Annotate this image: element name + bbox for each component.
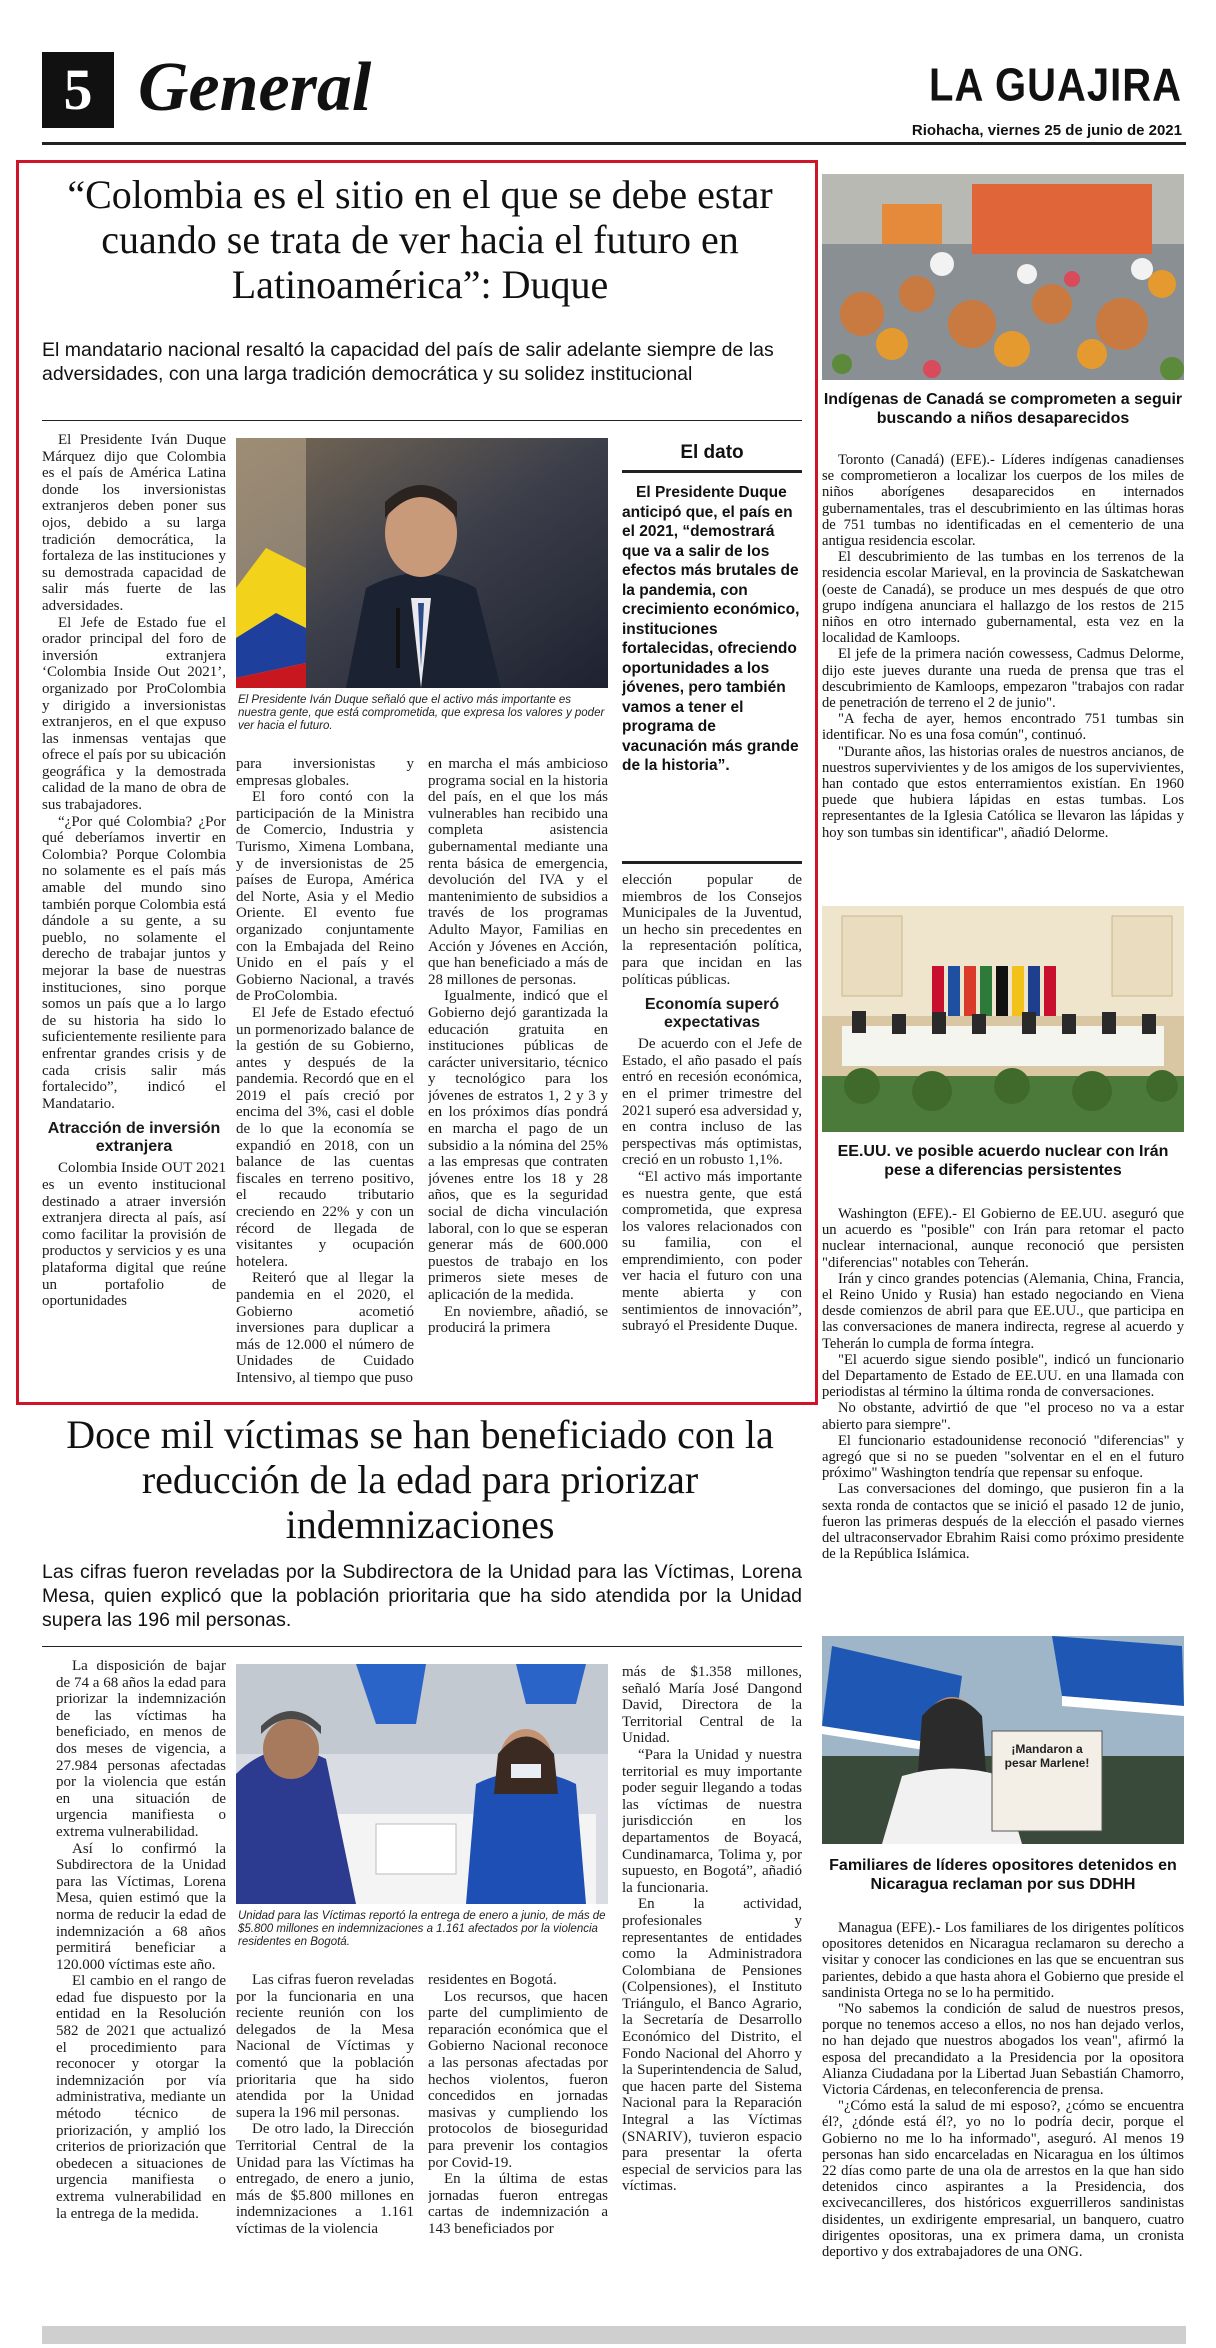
sidebar-story1-paragraph: El jefe de la primera nación cowessess, Cadmus Delorme, dijo este jueves durante una rueda de prensa que tras el descubrimiento de Kamloops, empezaron "trabajos con radar de penetración de terreno el 2 de junio". [822, 646, 1184, 712]
sidebar-story3-title: Familiares de líderes opositores detenidos en Nicaragua reclaman por sus DDHH [829, 1857, 1177, 1893]
story2-headline: Doce mil víctimas se han beneficiado con la reducción de la edad para priorizar indemnizaciones [66, 1412, 774, 1547]
story1-deck-rule [42, 420, 802, 421]
story1-column-3 [428, 756, 608, 1400]
story2-deck: Las cifras fueron reveladas por la Subdirectora de la Unidad para las Víctimas, Lorena Mesa, quien explicó que la población prioritaria que ha sido atendida por la Unidad supera las 196 mil personas. [42, 1561, 802, 1631]
story2-col2-paragraph: De otro lado, la Dirección Territorial Central de la Unidad para las Víctimas ha entregado, de enero a junio, más de $5.800 millones en indemnizaciones a 1.161 víctimas de la violencia [236, 2121, 414, 2237]
story1-col4b-paragraph: De acuerdo con el Jefe de Estado, el año pasado el país entró en recesión económica, en el primer trimestre del 2021 superó esa adversidad y, en contra incluso de las perspectivas más optimistas, creció en un robusto 1,1%. [622, 1036, 802, 1169]
dateline: Riohacha, viernes 25 de junio de 2021 [911, 122, 1182, 139]
story1-col4b-paragraph: “El activo más importante es nuestra gente, que está comprometida, que expresa los valores relacionados con su familia, con el emprendimiento, con poder ver hacia el futuro con una mente abierta y con sentimientos de innovación”, subrayó el Presidente Duque. [622, 1168, 802, 1335]
story1-col1b-paragraph: Colombia Inside OUT 2021 es un evento institucional destinado a atraer inversión extranjera directa al país, así como facilitar la provisión de productos y servicios y es una plataforma digital que reúne un portafolio de oportunidades [42, 1160, 226, 1310]
story2-col4-paragraph: más de $1.358 millones, señaló María José Dangond David, Directora de la Territorial Central de la Unidad. [622, 1664, 802, 1747]
sidebar-story1-title: Indígenas de Canadá se comprometen a seguir buscando a niños desaparecidos [823, 391, 1183, 427]
duque-photo-caption: El Presidente Iván Duque señaló que el activo más importante es nuestra gente, que está comprometida, que expresa los valores y poder ver hacia el futuro. [238, 694, 605, 732]
story2-col4-paragraph: En la actividad, profesionales y representantes de entidades como la Administradora Colombiana de Pensiones (Colpensiones), el Instituto Triángulo, el Banco Agrario, la Secretaría de Desarrollo Económico del Distrito, el Fondo Nacional del Ahorro y la Superintendencia de Salud, que hacen parte del Sistema Nacional para la Reparación Integral a las Víctimas (SNARIV), tuvieron espacio para presentar la oferta especial de servicios para las víctimas. [622, 1896, 802, 2195]
sidebar-story2-title: EE.UU. ve posible acuerdo nuclear con Irán pese a diferencias persistentes [837, 1143, 1169, 1179]
story1-col3-paragraph: Igualmente, indicó que el Gobierno dejó garantizada la educación gratuita en instituciones públicas de carácter universitario, técnico y tecnológico para los jóvenes de estratos 1, 2 y 3 y en los próximos días pondrá en marcha el pago de un subsidio a la nómina del 25% a las empresas que contraten jóvenes entre los 18 y 28 años, que es la seguridad social de dicha vinculación laboral, con lo que se esperan generar más de 600.000 puestos de trabajo en los primeros siete meses de aplicación de la medida. [428, 988, 608, 1303]
canada-memorial-photo [822, 174, 1184, 380]
sidebar-story1-paragraph: "Durante años, las historias orales de nuestros ancianos, de nuestros supervivientes y de los amigos de los supervivientes, han contado que estos enterramientos existían. En 1960 puede que hubiera lápidas en estas tumbas. Los representantes de la Iglesia Católica se llevaron las lápidas y hoy son tumbas sin identificar", añadió Delorme. [822, 743, 1184, 841]
story1-col3-paragraph: en marcha el más ambicioso programa social en la historia del país, en el que los más vulnerables han recibido una completa asistencia gubernamental mediante una renta básica de emergencia, devolución del IVA y el mantenimiento de subsidios a través de los programas Adulto Mayor, Familias en Acción y Jóvenes en Acción, que han beneficiado a más de 28 millones de personas. [428, 756, 608, 988]
story1-subhead-inversion: Atracción de inversión extranjera [47, 1120, 221, 1156]
story2-column-3 [428, 1972, 608, 2318]
story2-col1-paragraph: El cambio en el rango de edad fue dispuesto por la entidad en la Resolución 582 de 2021 que actualizó el procedimiento para reconocer y otorgar la indemnización por vía administrativa, mediante un método técnico de priorización, y amplió los criterios de priorización que obedecen a situaciones de urgencia manifiesta o extrema vulnerabilidad en la entrega de la medida. [56, 1973, 226, 2222]
story1-col1-paragraph: “¿Por qué Colombia? ¿Por qué deberíamos invertir en Colombia? Porque Colombia no solamente es el país más amable del mundo sino también porque Colombia está dándole a su gente, a su pueblo, no solamente el derecho de trabajar juntos y mejorar la base de nuestras instituciones, sino porque somos un país que a lo largo de su historia ha sido lo suficientemente resiliente para enfrentar grandes crisis y de cada crisis salir más fortalecido”, indicó el Mandatario. [42, 813, 226, 1112]
el-dato-bottom-rule [622, 861, 802, 864]
sidebar-story3-paragraph: "¿Cómo está la salud de mi esposo?, ¿cómo se encuentra él?, ¿dónde está él?, yo no lo podría decir, porque el Gobierno no me lo ha informado", aseguró. Al menos 19 personas han sido encarceladas en Nicaragua en los últimos 22 días como parte de una ola de arrestos en la que han sido detenidos cinco aspirantes a la Presidencia, dos excivecancilleres, dos históricos exguerrilleros sandinistas disidentes, un exdirigente empresarial, un banquero, cuatro dirigentes opositoras, una ex primera dama, un cronista deportivo y dos extrabajadores de una ONG. [822, 2098, 1184, 2261]
victims-unit-photo-caption: Unidad para las Víctimas reportó la entrega de enero a junio, de más de $5.800 millones en indemnizaciones a 1.161 afectados por la violencia residentes en Bogotá. [238, 1910, 606, 1948]
story2-col3-paragraph: En la última de estas jornadas fueron entregas cartas de indemnización a 143 beneficiados por [428, 2171, 608, 2237]
story2-col3-paragraph: Los recursos, que hacen parte del cumplimiento de reparación económica que el Gobierno Nacional reconoce a las personas afectadas por hechos violentos, fueron concedidos en jornadas masivas y cumpliendo los protocolos de bioseguridad para prevenir los contagios por Covid-19. [428, 1988, 608, 2171]
story1-column-2 [236, 756, 414, 1400]
story2-col3-paragraph: residentes en Bogotá. [428, 1972, 557, 1988]
story1-headline: “Colombia es el sitio en el que se debe estar cuando se trata de ver hacia el futuro en Latinoamérica”: Duque [67, 172, 773, 307]
page-number-badge: 5 [42, 52, 114, 128]
story2-column-1 [56, 1658, 226, 2318]
sidebar-story2-body [822, 1206, 1184, 1618]
story1-col4-paragraph: elección popular de miembros de los Consejos Municipales de la Juventud, un hecho sin precedentes en la representación política, para que incidan en las políticas públicas. [622, 872, 802, 988]
story2-column-4 [622, 1664, 802, 2318]
sidebar-story1-paragraph: "A fecha de ayer, hemos encontrado 751 tumbas sin identificar. No es una fosa común", continuó. [822, 711, 1184, 744]
nicaragua-protest-sign: ¡Mandaron a pesar Marlene! [1004, 1742, 1090, 1770]
story1-col1-paragraph: El Presidente Iván Duque Márquez dijo que Colombia es el país de América Latina donde los inversionistas extranjeros deben poner sus ojos, debido a su larga tradición democrática, la fortaleza de las instituciones y su demostrada capacidad de salir más fuerte de las adversidades. [42, 432, 226, 614]
story2-col1-paragraph: Así lo confirmó la Subdirectora de la Unidad para las Víctimas, Lorena Mesa, quien estimó que la norma de reducir la edad de indemnización a 68 años permitirá beneficiar a 120.000 víctimas este año. [56, 1840, 226, 1973]
page-header [42, 42, 1186, 147]
duque-photo [236, 438, 608, 688]
story1-column-4 [622, 872, 802, 1400]
sidebar-story3-paragraph: Managua (EFE).- Los familiares de los dirigentes políticos opositores detenidos en Nicaragua reclamaron su derecho a visitar y conocer las condiciones en las que se encuentran sus parientes, debido a que hasta ahora el Gobierno que preside el sandinista Ortega no se lo ha permitido. [822, 1920, 1184, 2001]
vienna-talks-photo [822, 906, 1184, 1132]
story1-col2-paragraph: El foro contó con la participación de la Ministra de Comercio, Industria y Turismo, Ximena Lombana, y de inversionistas de 25 países de Europa, América del Norte, Asia y el Medio Oriente. El evento fue organizado conjuntamente con la Embajada del Reino Unido en el país y el Gobierno Nacional, a través de ProColombia. [236, 789, 414, 1005]
section-title: General [138, 49, 372, 126]
el-dato-box [622, 438, 802, 864]
story2-col1-paragraph: La disposición de bajar de 74 a 68 años la edad para priorizar la indemnización de las víctimas ha beneficiado, en menos de dos meses de vigencia, a 27.984 personas afectadas por la violencia que están en una situación de urgencia manifiesta o extrema vulnerabilidad. [56, 1658, 226, 1840]
el-dato-text: El Presidente Duque anticipó que, el país en el 2021, “demostrará que va a salir de los efectos más brutales de la pandemia, con crecimiento económico, instituciones fortalecidas, ofreciendo oportunidades a los jóvenes, pero también vamos a tener el programa de vacunación más grande de la historia”. [622, 484, 800, 774]
sidebar-story2-paragraph: Washington (EFE).- El Gobierno de EE.UU. aseguró que un acuerdo es "posible" con Irán para retomar el pacto nuclear internacional, aunque reconoció que persisten "diferencias" notables con Teherán. [822, 1206, 1184, 1271]
sidebar-story2-paragraph: Las conversaciones del domingo, que pusieron fin a la sexta ronda de contactos que se inició el pasado 12 de junio, fueron las primeras después de la elección el pasado viernes del ultraconservador Ebrahim Raisi como próximo presidente de la República Islámica. [822, 1481, 1184, 1563]
story1-col2-paragraph: El Jefe de Estado efectuó un pormenorizado balance de la gestión de su Gobierno, antes y después de la pandemia. Recordó que en el 2019 el país creció por encima del 3%, casi el doble de lo que la economía se expandió en 2018, con un balance de las cuentas fiscales en terreno positivo, el recaudo tributario creciendo en 22% y con un récord de llegada de visitantes y ocupación hotelera. [236, 1004, 414, 1270]
story1-col2-paragraph: para inversionistas y empresas globales. [236, 756, 414, 789]
el-dato-title: El dato [680, 442, 744, 463]
story2-col2-paragraph: Las cifras fueron reveladas por la funcionaria en una reciente reunión con los delegados de la Mesa Nacional de Víctimas y comentó que la población prioritaria que ha sido atendida por la Unidad supera la 196 mil personas. [236, 1972, 414, 2121]
story1-col3-paragraph: En noviembre, añadió, se producirá la primera [428, 1303, 608, 1337]
story1-deck: El mandatario nacional resaltó la capacidad del país de salir adelante siempre de las adversidades, con una larga tradición democrática y su solidez institucional [42, 339, 774, 385]
story1-column-1 [42, 432, 226, 1400]
sidebar-story1-paragraph: Toronto (Canadá) (EFE).- Líderes indígenas canadienses se comprometieron a localizar los cuerpos de los miles de niños aborígenes desaparecidos en internados gubernamentales, tras el descubrimiento en las últimas horas de 751 tumbas no identificadas en el cementerio de una antigua residencia escolar. [822, 452, 1184, 550]
story1-col1-paragraph: El Jefe de Estado fue el orador principal del foro de inversión extranjera ‘Colombia Inside Out 2021’, organizado por ProColombia y dirigido a inversionistas extranjeros, en el que expuso las inmensas ventajas que ofrece el país por su ubicación geográfica y la demostrada calidad de la mano de obra de sus trabajadores. [42, 614, 226, 814]
newspaper-logo: LA GUAJIRA [929, 60, 1182, 111]
story2-col4-paragraph: “Para la Unidad y nuestra territorial es muy importante poder seguir llegando a todas las víctimas de nuestra jurisdicción en los departamentos de Boyacá, Cundinamarca, Tolima y, por supuesto, en Bogotá”, añadió la funcionaria. [622, 1746, 802, 1896]
footer-bar [42, 2326, 1186, 2344]
story2-column-2 [236, 1972, 414, 2318]
sidebar-story1-paragraph: El descubrimiento de las tumbas en los terrenos de la residencia escolar Marieval, en la provincia de Saskatchewan (oeste de Canadá), se produce un mes después de que otro grupo indígena anunciara el hallazgo de los restos de 215 niños en otro internado gubernamental, esta vez en la localidad de Kamloops. [822, 549, 1184, 647]
sidebar-story1-body [822, 452, 1184, 892]
sidebar-story2-paragraph: "El acuerdo sigue siendo posible", indicó un funcionario del Departamento de Estado de EE.UU. en una llamada con periodistas al término la última ronda de conversaciones. [822, 1351, 1184, 1401]
el-dato-rule [622, 470, 802, 473]
sidebar-story3-body [822, 1920, 1184, 2320]
story2-deck-rule [42, 1646, 802, 1647]
story1-subhead-economia: Economía superó expectativas [644, 996, 780, 1032]
sidebar-story3-paragraph: "No sabemos la condición de salud de nuestros presos, porque no tenemos acceso a ellos, no nos han dejado verlos, no han dejado que nuestros abogados los vean", afirmó la esposa del precandidato a la Presidencia por la opositora Alianza Ciudadana por la Libertad Juan Sebastián Chamorro, Victoria Cárdenas, en teleconferencia de prensa. [822, 2001, 1184, 2099]
story1-col2-paragraph: Reiteró que al llegar la pandemia en el 2020, el Gobierno acometió inversiones para duplicar a más de 12.000 el número de Unidades de Cuidado Intensivo, al tiempo que puso [236, 1270, 414, 1386]
sidebar-story2-paragraph: El funcionario estadounidense reconoció "diferencias" y agregó que si no se pueden "solventar en el en el futuro próximo" Washington tendría que repensar su enfoque. [822, 1432, 1184, 1482]
victims-unit-photo [236, 1664, 608, 1904]
sidebar-story2-paragraph: Irán y cinco grandes potencias (Alemania, China, Francia, el Reino Unido y Rusia) han estado negociando en Viena desde comienzos de abril para que EE.UU., que participa en las conversaciones de manera indirecta, regrese al acuerdo y Teherán lo cumpla de forma íntegra. [822, 1270, 1184, 1352]
sidebar-story2-paragraph: No obstante, advirtió de que "el proceso no va a estar abierto para siempre". [822, 1400, 1184, 1433]
header-rule [42, 142, 1186, 145]
